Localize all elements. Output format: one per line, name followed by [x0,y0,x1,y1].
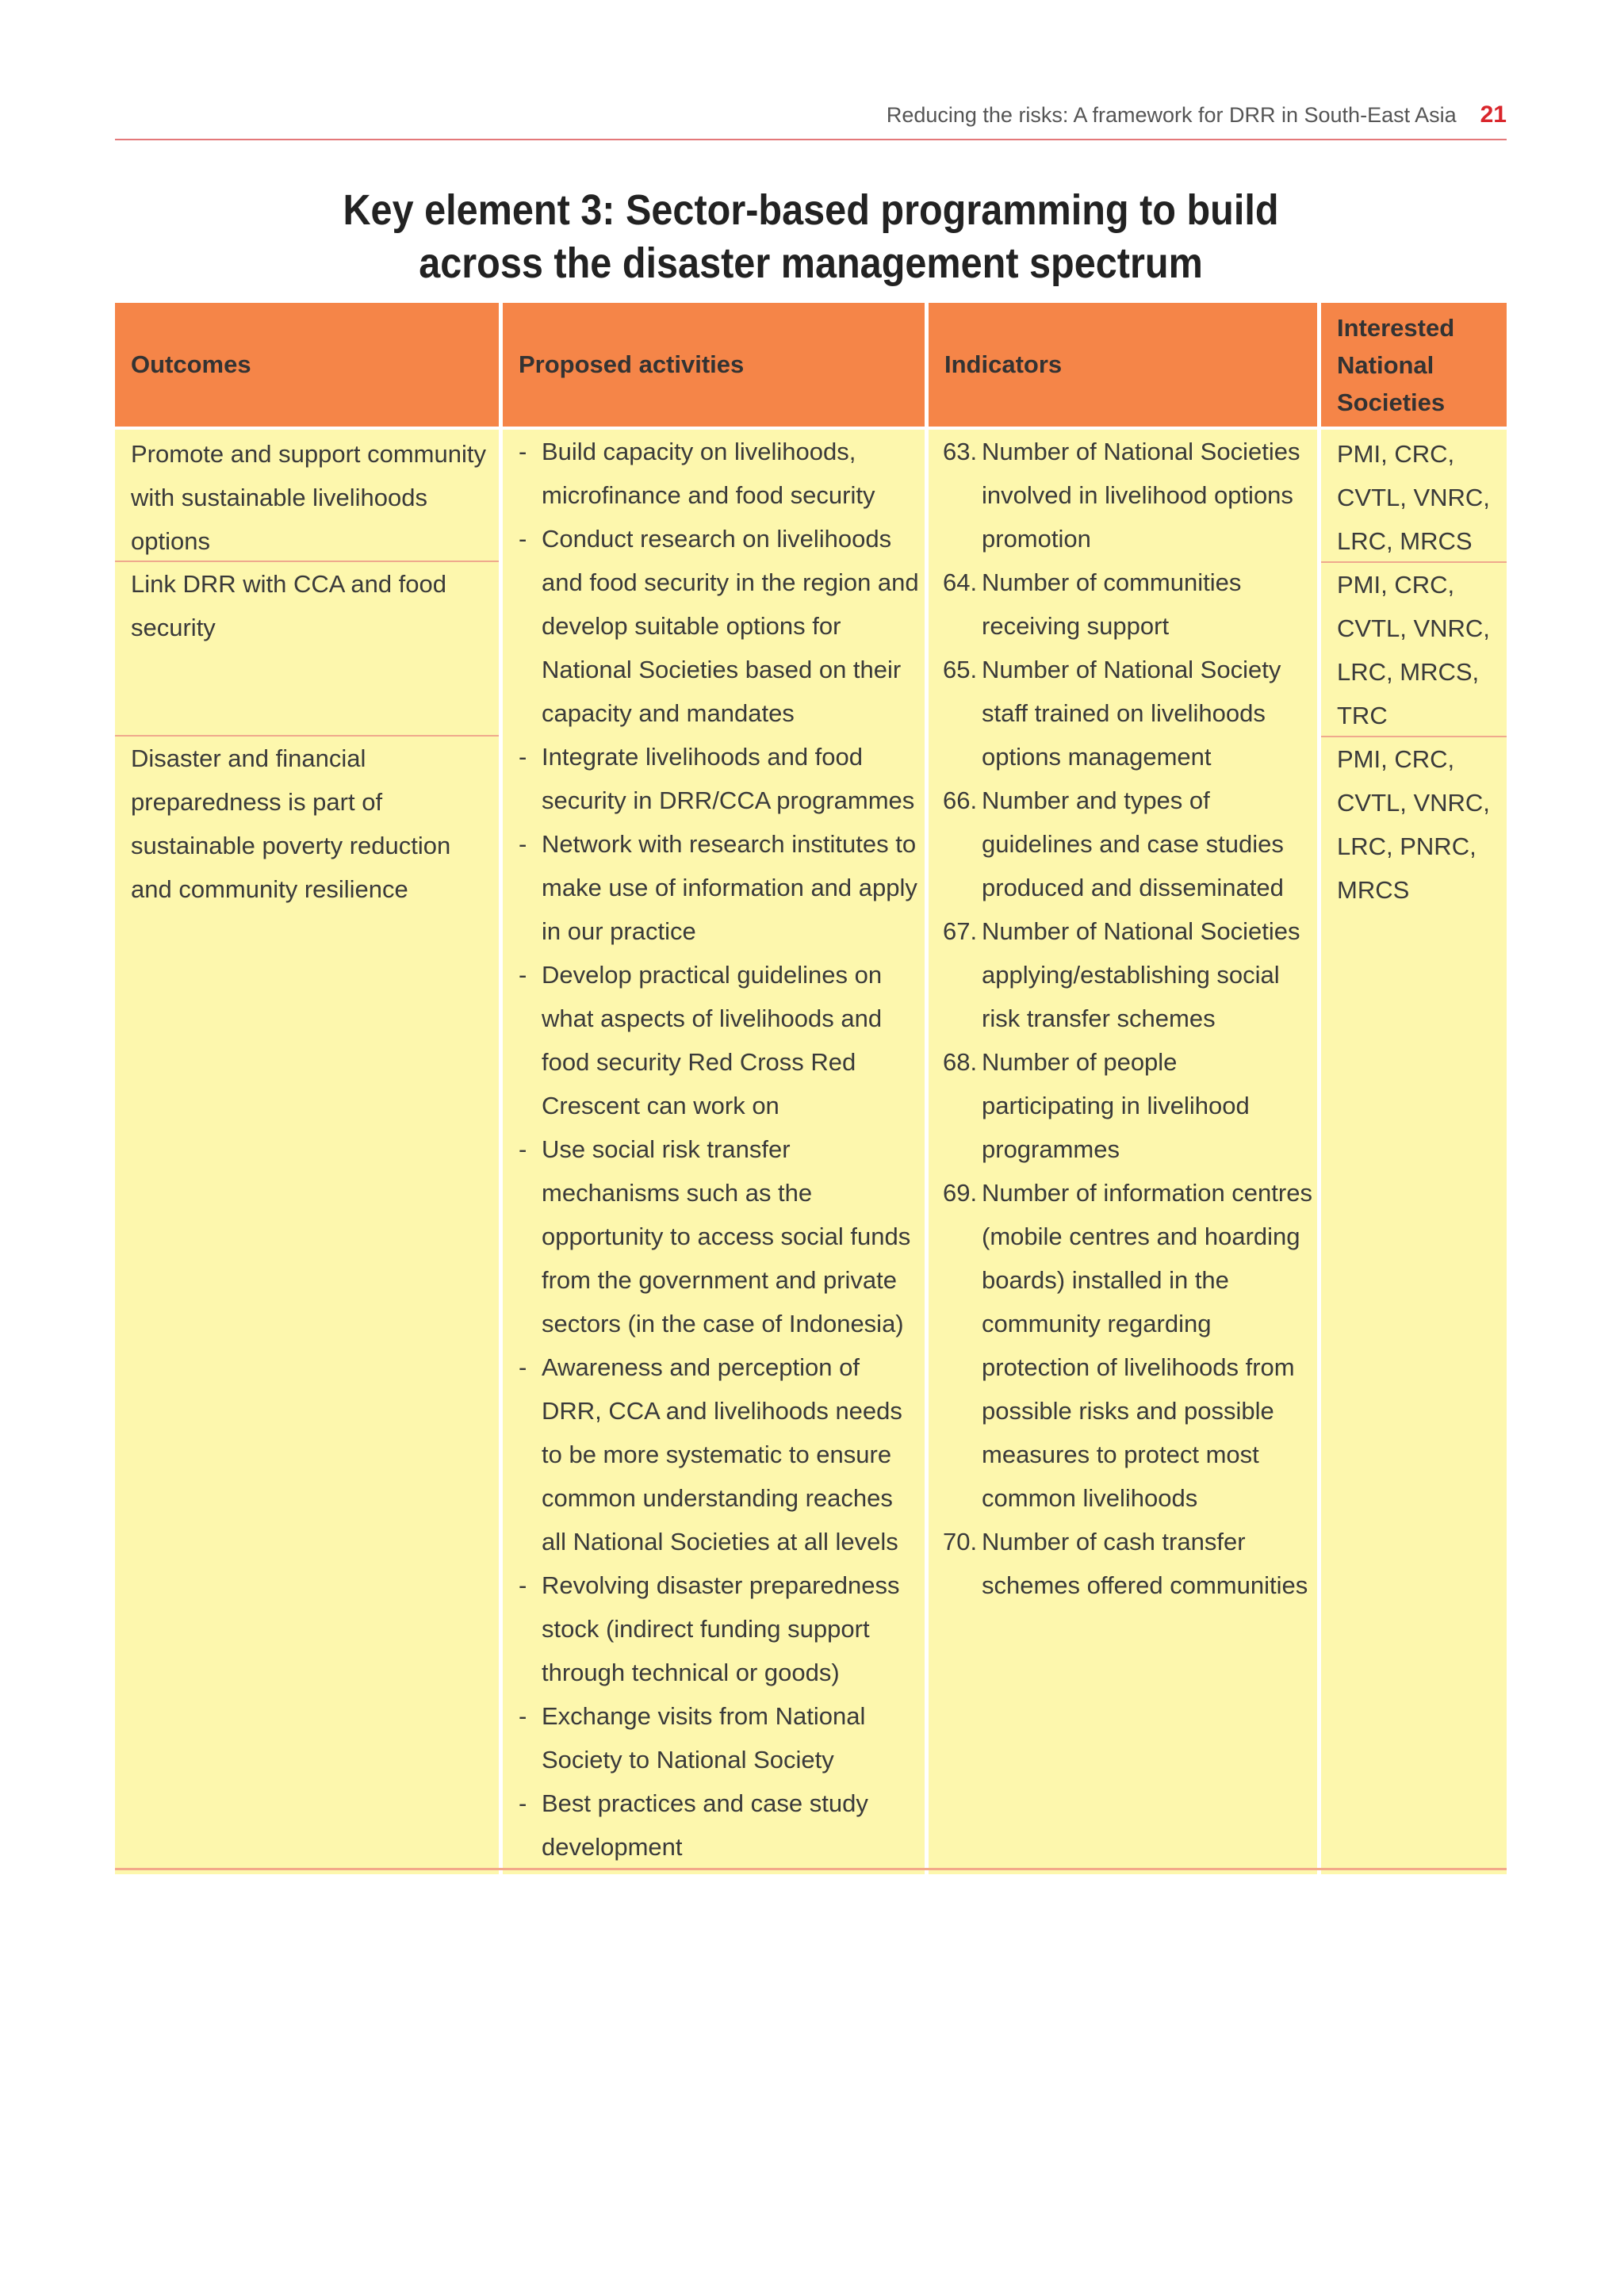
activity-text: Develop practical guidelines on what aspects of livelihoods and food security Red Cross Red Crescent can work on [542,961,883,1119]
indicator-item [929,648,1317,779]
societies-text: PMI, CRC, CVTL, VNRC, LRC, PNRC, MRCS [1337,745,1490,904]
societies-text: PMI, CRC, CVTL, VNRC, LRC, MRCS, TRC [1337,571,1490,729]
indicators-column [929,430,1317,1874]
indicator-number: 68. [943,1048,978,1076]
page-title-line-1: Key element 3: Sector-based programming to build [343,186,1279,234]
societies-cell [1321,432,1507,563]
indicators-list [929,430,1317,1607]
bullet-dash: - [519,830,527,858]
header-indicators: Indicators [929,303,1317,427]
indicator-item [929,1520,1317,1607]
activity-text: Build capacity on livelihoods, microfinance and food security [542,438,875,509]
bullet-dash: - [519,1135,527,1163]
societies-cell [1321,737,1507,912]
outcome-cell: Disaster and financial preparedness is part of sustainable poverty reduction and community resilience [131,744,451,903]
indicator-number: 66. [943,786,978,814]
header-activities: Proposed activities [503,303,925,427]
indicator-number: 63. [943,438,978,465]
bullet-dash: - [519,743,527,771]
activities-column [503,430,925,1874]
societies-column [1321,430,1507,1874]
indicator-number: 70. [943,1528,978,1556]
page-number: 21 [1480,101,1507,128]
bullet-dash: - [519,1702,527,1730]
header-societies-label: Interested National Societies [1337,313,1455,416]
bullet-dash: - [519,1353,527,1381]
activity-item [503,1694,925,1781]
indicator-text: Number of cash transfer schemes offered communities [982,1528,1308,1599]
activity-item [503,1781,925,1869]
indicator-text: Number of National Society staff trained on livelihoods options management [982,656,1281,771]
indicator-item [929,430,1317,561]
indicator-item [929,561,1317,648]
header-rule [115,139,1507,140]
bullet-dash: - [519,525,527,553]
indicator-text: Number of people participating in livelihood programmes [982,1048,1250,1163]
activity-item [503,822,925,953]
table-bottom-rule [115,1868,1507,1870]
bullet-dash: - [519,1789,527,1817]
activity-item [503,953,925,1127]
activity-item [503,735,925,822]
indicator-text: Number of communities receiving support [982,568,1242,640]
societies-text: PMI, CRC, CVTL, VNRC, LRC, MRCS [1337,440,1490,555]
indicator-text: Number of National Societies applying/establishing social risk transfer schemes [982,917,1300,1032]
header-societies [1321,303,1507,427]
page-title-line-2: across the disaster management spectrum [419,239,1203,287]
activity-text: Use social risk transfer mechanisms such as the opportunity to access social funds from the government and private sectors (in the case of Indonesia) [542,1135,911,1337]
running-head-title: Reducing the risks: A framework for DRR in South-East Asia [886,103,1457,127]
indicator-text: Number of National Societies involved in livelihood options promotion [982,438,1300,553]
bullet-dash: - [519,1571,527,1599]
activity-item [503,517,925,735]
indicator-item [929,909,1317,1040]
activity-text: Awareness and perception of DRR, CCA and livelihoods needs to be more systematic to ensure common understanding reaches all National Societies at all levels [542,1353,902,1556]
indicator-number: 67. [943,917,978,945]
activity-item [503,1127,925,1345]
indicator-text: Number of information centres (mobile centres and hoarding boards) installed in the community regarding protection of livelihoods from possible risks and possible measures to protect most common livelihoods [982,1179,1312,1512]
activity-text: Integrate livelihoods and food security in DRR/CCA programmes [542,743,915,814]
outcome-cell: Link DRR with CCA and food security [115,562,499,737]
indicator-number: 65. [943,656,978,683]
indicator-item [929,1171,1317,1520]
activity-text: Revolving disaster preparedness stock (indirect funding support through technical or goods) [542,1571,900,1686]
indicator-item [929,1040,1317,1171]
header-outcomes: Outcomes [115,303,499,427]
page-title [185,184,1438,290]
activity-item [503,1345,925,1563]
indicator-text: Number and types of guidelines and case studies produced and disseminated [982,786,1284,901]
bullet-dash: - [519,438,527,465]
societies-cell [1321,563,1507,737]
outcome-cell: Promote and support community with sustainable livelihoods options [115,432,499,562]
activity-item [503,430,925,517]
indicator-item [929,779,1317,909]
activity-item [503,1563,925,1694]
activity-text: Conduct research on livelihoods and food security in the region and develop suitable options for National Societies based on their capacity and mandates [542,525,919,727]
activity-text: Best practices and case study development [542,1789,868,1861]
key-element-table [115,303,1507,1871]
running-head [115,101,1507,128]
indicator-number: 69. [943,1179,978,1207]
activity-text: Network with research institutes to make use of information and apply in our practice [542,830,917,945]
activity-text: Exchange visits from National Society to National Society [542,1702,866,1774]
activities-list [503,430,925,1869]
outcomes-column [115,430,499,1874]
bullet-dash: - [519,961,527,989]
indicator-number: 64. [943,568,978,596]
